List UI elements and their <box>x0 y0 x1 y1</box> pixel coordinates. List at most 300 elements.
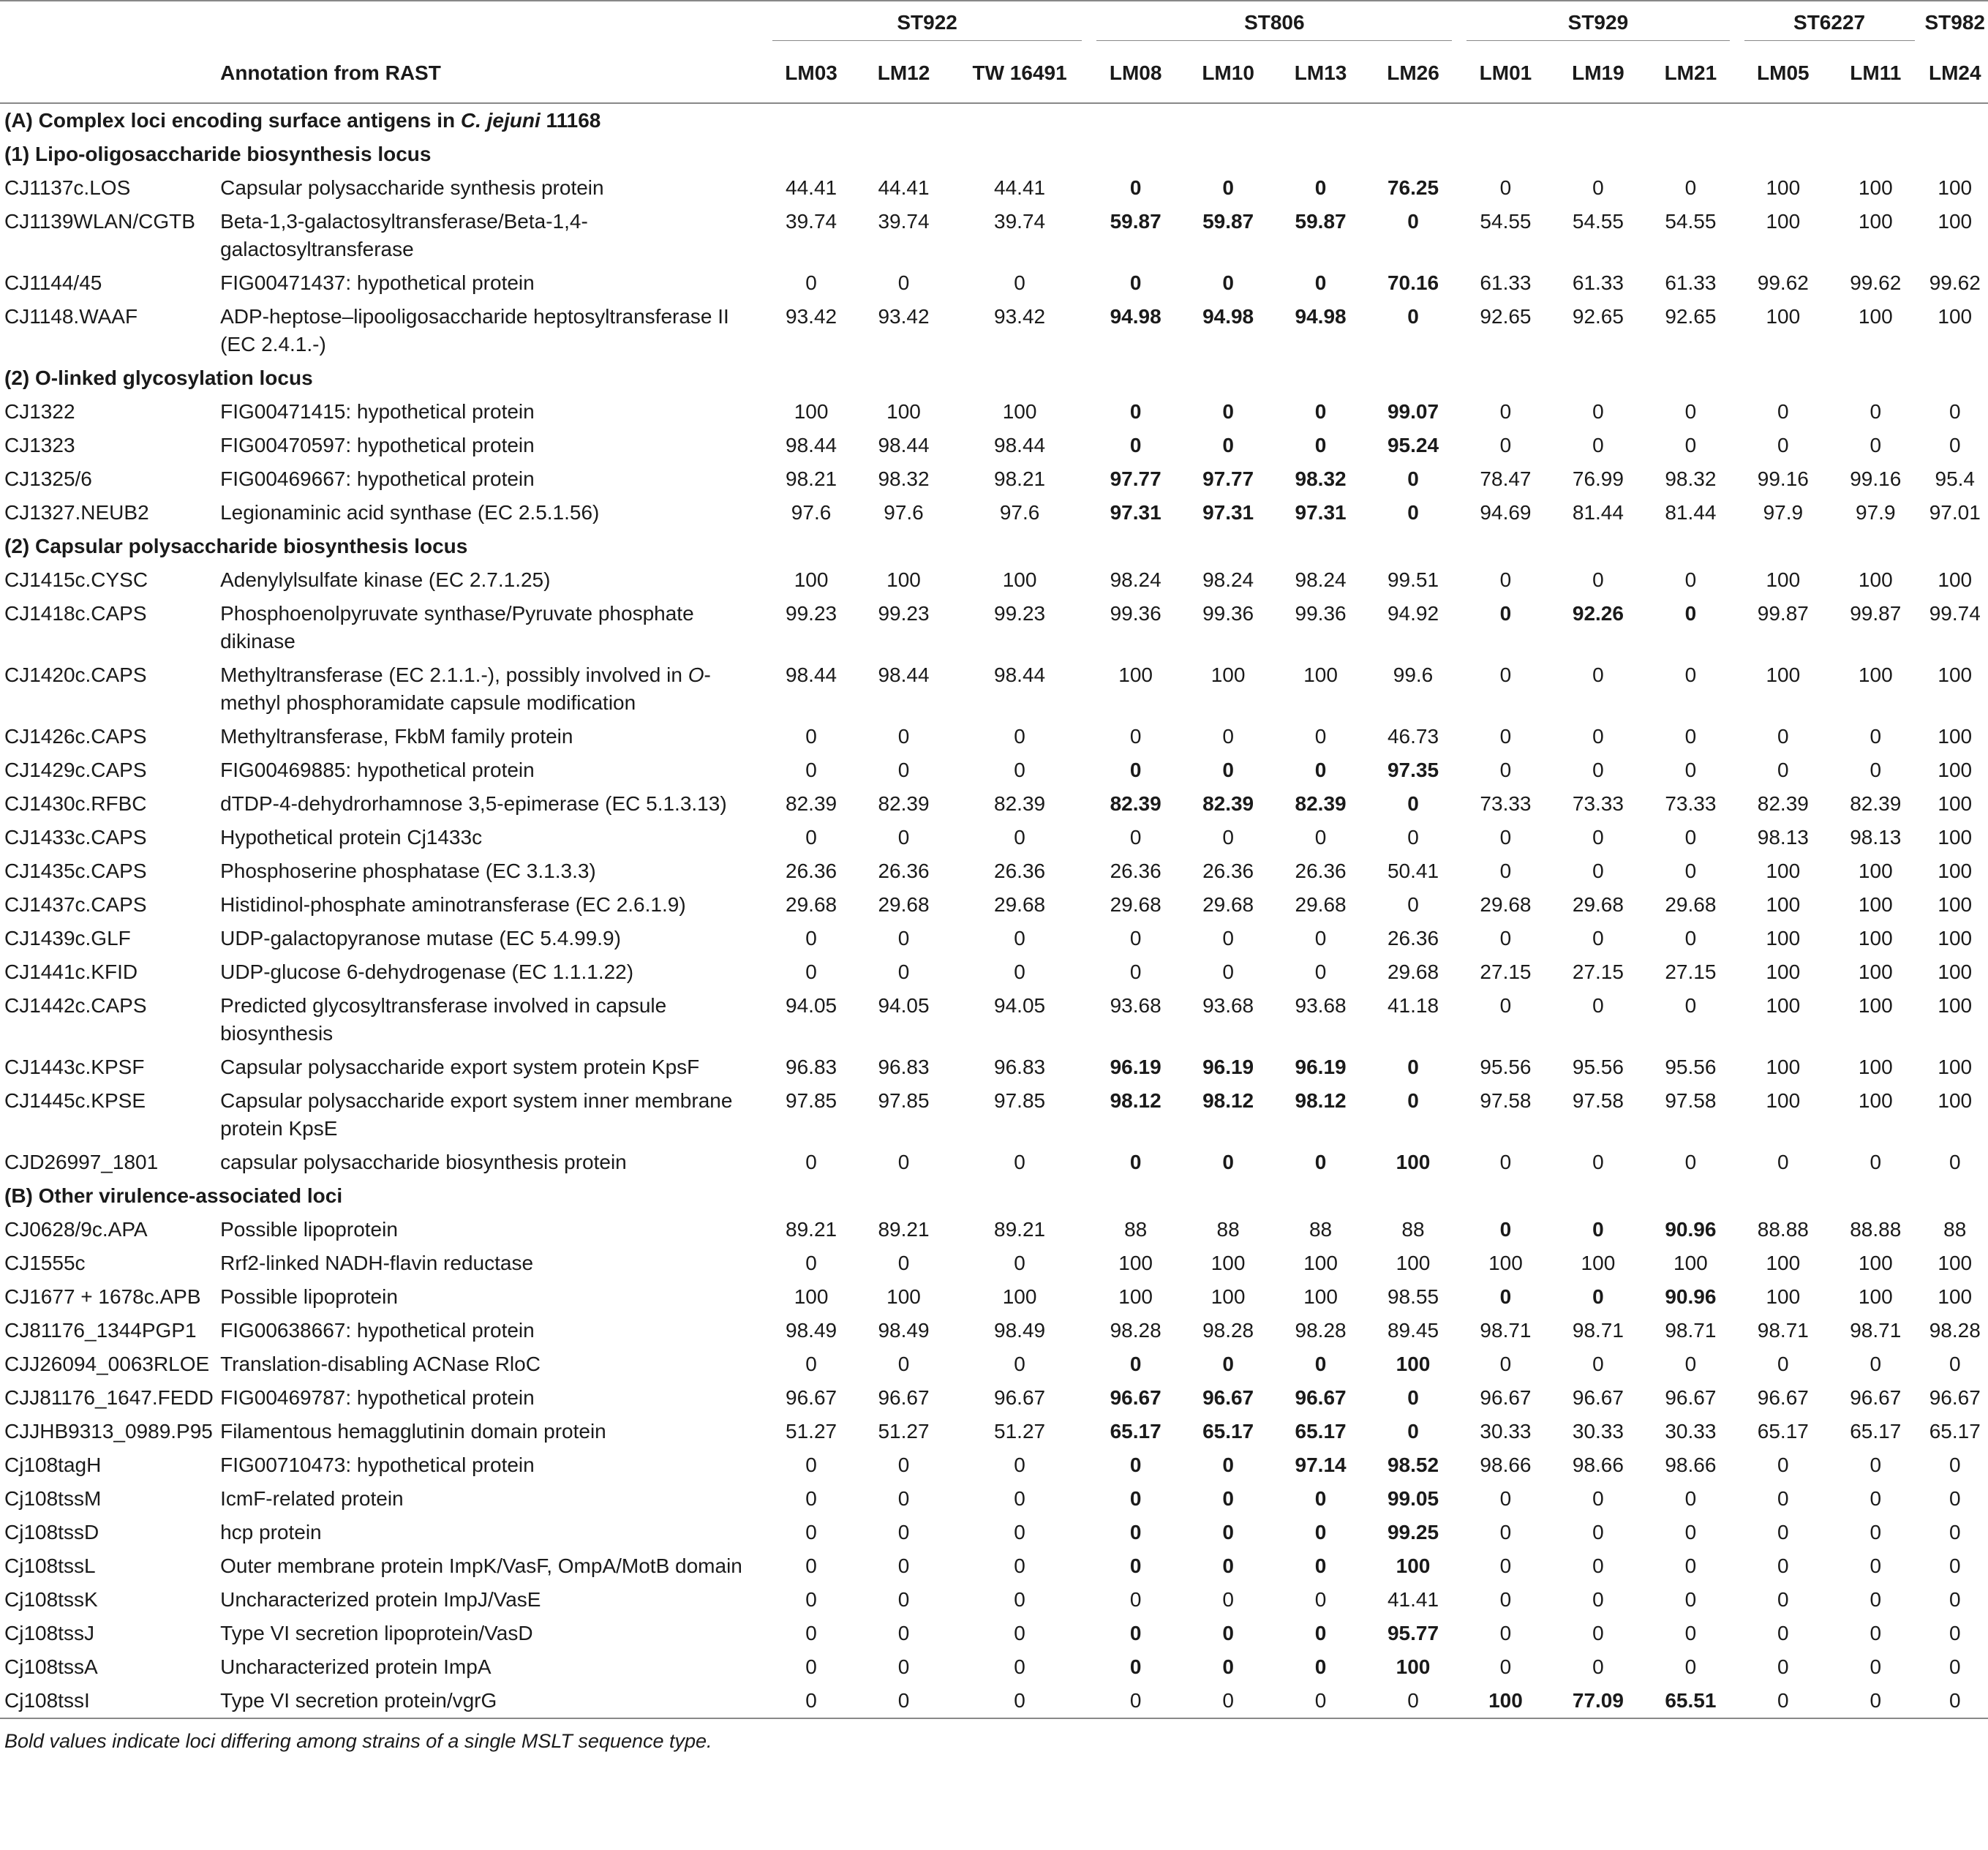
value-cell: 99.36 <box>1110 602 1161 625</box>
value-cell: 0 <box>897 271 910 294</box>
blank-cell <box>0 1 220 44</box>
value-cell: 0 <box>1592 1285 1604 1308</box>
value-cell: 98.44 <box>994 663 1046 686</box>
value-cell: 100 <box>794 400 829 423</box>
value-cell: 82.39 <box>1110 792 1161 815</box>
value-cell: 100 <box>1938 725 1973 748</box>
section-heading-row <box>0 530 1988 563</box>
value-cell: 95.56 <box>1572 1056 1624 1078</box>
annotation-text: Beta-1,3-galactosyltransferase/Beta-1,4-galactosyltransferase <box>220 210 588 260</box>
value-cell: 0 <box>1129 434 1142 456</box>
locus-cell: CJ1144/45 <box>4 271 102 294</box>
group-header-row <box>0 1 1988 44</box>
value-cell: 0 <box>1684 434 1697 456</box>
table-row <box>0 1650 1988 1684</box>
locus-cell: CJ1443c.KPSF <box>4 1056 145 1078</box>
value-cell: 95.56 <box>1665 1056 1717 1078</box>
value-cell: 100 <box>1938 860 1973 882</box>
value-cell: 73.33 <box>1480 792 1532 815</box>
value-cell: 0 <box>805 1353 817 1375</box>
column-header-row <box>0 44 1988 103</box>
value-cell: 0 <box>1592 759 1604 781</box>
value-cell: 27.15 <box>1572 960 1624 983</box>
table-row <box>0 821 1988 854</box>
table-row <box>0 1314 1988 1347</box>
value-cell: 0 <box>1684 663 1697 686</box>
value-cell: 92.26 <box>1572 602 1624 625</box>
value-cell: 98.32 <box>1665 467 1717 490</box>
value-cell: 0 <box>1129 1151 1142 1173</box>
value-cell: 100 <box>1938 893 1973 916</box>
sequence-type-group: ST982 <box>1924 11 1985 34</box>
value-cell: 0 <box>1314 1521 1327 1543</box>
annotation-text: Legionaminic acid synthase (EC 2.5.1.56) <box>220 501 600 524</box>
value-cell: 100 <box>1211 663 1246 686</box>
value-cell: 0 <box>1222 1353 1234 1375</box>
value-cell: 0 <box>1949 1487 1961 1510</box>
value-cell: 0 <box>897 1454 910 1476</box>
value-cell: 98.12 <box>1202 1089 1254 1112</box>
blank-cell <box>0 44 220 103</box>
value-cell: 96.67 <box>1480 1386 1532 1409</box>
value-cell: 0 <box>1592 400 1604 423</box>
value-cell: 50.41 <box>1387 860 1439 882</box>
value-cell: 26.36 <box>786 860 837 882</box>
annotation-cell <box>220 1650 765 1684</box>
value-cell: 29.68 <box>1480 893 1532 916</box>
value-cell: 100 <box>1858 960 1893 983</box>
value-cell: 82.39 <box>786 792 837 815</box>
value-cell: 0 <box>1314 725 1327 748</box>
value-cell: 0 <box>1592 994 1604 1017</box>
value-cell: 100 <box>1938 960 1973 983</box>
value-cell: 65.17 <box>1295 1420 1347 1443</box>
strain-header: LM08 <box>1089 44 1181 103</box>
value-cell: 61.33 <box>1665 271 1717 294</box>
value-cell: 54.55 <box>1572 210 1624 233</box>
value-cell: 100 <box>794 568 829 591</box>
value-cell: 0 <box>1592 725 1604 748</box>
value-cell: 0 <box>1499 1151 1512 1173</box>
value-cell: 98.44 <box>786 434 837 456</box>
value-cell: 88 <box>1401 1218 1425 1241</box>
locus-cell: CJ1139WLAN/CGTB <box>4 210 195 233</box>
value-cell: 0 <box>1592 1353 1604 1375</box>
value-cell: 0 <box>805 1689 817 1712</box>
value-cell: 0 <box>1314 271 1327 294</box>
value-cell: 0 <box>1129 725 1142 748</box>
value-cell: 0 <box>897 1588 910 1611</box>
value-cell: 70.16 <box>1387 271 1439 294</box>
value-cell: 0 <box>1684 400 1697 423</box>
table-row <box>0 1084 1988 1146</box>
annotation-cell <box>220 1549 765 1583</box>
value-cell: 100 <box>1938 210 1973 233</box>
value-cell: 0 <box>805 1454 817 1476</box>
value-cell: 73.33 <box>1572 792 1624 815</box>
annotation-text: Filamentous hemagglutinin domain protein <box>220 1420 606 1443</box>
value-cell: 0 <box>1314 1487 1327 1510</box>
value-cell: 44.41 <box>994 176 1046 199</box>
table-row <box>0 496 1988 530</box>
annotation-text: Outer membrane protein ImpK/VasF, OmpA/MotB domain <box>220 1554 742 1577</box>
value-cell: 0 <box>1014 1454 1025 1476</box>
value-cell: 0 <box>1870 725 1882 748</box>
value-cell: 100 <box>1303 1252 1338 1274</box>
value-cell: 100 <box>1303 1285 1338 1308</box>
value-cell: 0 <box>1129 1655 1142 1678</box>
value-cell: 0 <box>1777 1487 1789 1510</box>
value-cell: 0 <box>1499 826 1512 849</box>
annotation-text: FIG00710473: hypothetical protein <box>220 1454 535 1476</box>
value-cell: 0 <box>1870 1151 1882 1173</box>
value-cell: 97.31 <box>1110 501 1161 524</box>
value-cell: 0 <box>1222 826 1234 849</box>
section-heading-row <box>0 103 1988 138</box>
value-cell: 99.25 <box>1387 1521 1439 1543</box>
table-row <box>0 1347 1988 1381</box>
value-cell: 99.23 <box>994 602 1046 625</box>
value-cell: 0 <box>1499 860 1512 882</box>
value-cell: 0 <box>1870 1487 1882 1510</box>
value-cell: 0 <box>1499 663 1512 686</box>
value-cell: 26.36 <box>994 860 1046 882</box>
value-cell: 0 <box>1407 826 1419 849</box>
value-cell: 0 <box>1222 400 1234 423</box>
value-cell: 0 <box>1684 1554 1697 1577</box>
value-cell: 0 <box>1684 568 1697 591</box>
value-cell: 100 <box>1938 826 1973 849</box>
value-cell: 96.19 <box>1202 1056 1254 1078</box>
value-cell: 100 <box>1766 1056 1801 1078</box>
value-cell: 98.44 <box>994 434 1046 456</box>
value-cell: 0 <box>1592 176 1604 199</box>
value-cell: 0 <box>1949 1622 1961 1644</box>
value-cell: 94.92 <box>1387 602 1439 625</box>
table-row <box>0 753 1988 787</box>
locus-cell: CJ1445c.KPSE <box>4 1089 146 1112</box>
strain-header: TW 16491 <box>950 44 1090 103</box>
value-cell: 0 <box>1499 1622 1512 1644</box>
value-cell: 65.17 <box>1110 1420 1161 1443</box>
value-cell: 100 <box>886 1285 921 1308</box>
table-row <box>0 563 1988 597</box>
value-cell: 98.71 <box>1850 1319 1902 1342</box>
annotation-cell <box>220 462 765 496</box>
value-cell: 51.27 <box>994 1420 1046 1443</box>
annotation-text: Capsular polysaccharide export system inner membrane protein KpsE <box>220 1089 733 1140</box>
value-cell: 100 <box>1766 860 1801 882</box>
annotation-text: Translation-disabling ACNase RloC <box>220 1353 541 1375</box>
value-cell: 100 <box>1002 568 1037 591</box>
value-cell: 0 <box>1684 725 1697 748</box>
value-cell: 76.25 <box>1387 176 1439 199</box>
value-cell: 92.65 <box>1480 305 1532 328</box>
value-cell: 100 <box>1766 994 1801 1017</box>
value-cell: 44.41 <box>786 176 837 199</box>
section-heading-row <box>0 138 1988 171</box>
value-cell: 0 <box>1592 1554 1604 1577</box>
value-cell: 0 <box>897 1689 910 1712</box>
value-cell: 0 <box>1129 759 1142 781</box>
value-cell: 92.65 <box>1572 305 1624 328</box>
value-cell: 0 <box>1684 602 1697 625</box>
annotation-text: FIG00469787: hypothetical protein <box>220 1386 535 1409</box>
footnote-row <box>0 1718 1988 1763</box>
value-cell: 82.39 <box>1295 792 1347 815</box>
value-cell: 59.87 <box>1110 210 1161 233</box>
value-cell: 0 <box>1499 400 1512 423</box>
value-cell: 0 <box>1949 1689 1961 1712</box>
value-cell: 100 <box>1118 1285 1153 1308</box>
value-cell: 0 <box>1592 826 1604 849</box>
annotation-cell <box>220 787 765 821</box>
value-cell: 26.36 <box>1295 860 1347 882</box>
value-cell: 98.66 <box>1480 1454 1532 1476</box>
value-cell: 0 <box>1684 1151 1697 1173</box>
table-row <box>0 854 1988 888</box>
locus-cell: CJ1437c.CAPS <box>4 893 147 916</box>
value-cell: 100 <box>1858 1252 1893 1274</box>
locus-cell: CJ1429c.CAPS <box>4 759 147 781</box>
value-cell: 0 <box>1014 1622 1025 1644</box>
value-cell: 100 <box>1766 210 1801 233</box>
value-cell: 0 <box>1014 826 1025 849</box>
value-cell: 0 <box>1499 994 1512 1017</box>
value-cell: 0 <box>1014 1689 1025 1712</box>
section-heading-text: (2) Capsular polysaccharide biosynthesis locus <box>4 535 468 557</box>
value-cell: 0 <box>1407 1089 1419 1112</box>
value-cell: 100 <box>1858 994 1893 1017</box>
value-cell: 96.67 <box>1850 1386 1902 1409</box>
value-cell: 97.85 <box>786 1089 837 1112</box>
value-cell: 0 <box>805 1588 817 1611</box>
value-cell: 0 <box>1592 1151 1604 1173</box>
locus-cell: CJ1327.NEUB2 <box>4 501 149 524</box>
value-cell: 0 <box>1684 176 1697 199</box>
value-cell: 0 <box>805 927 817 950</box>
value-cell: 0 <box>1014 1588 1025 1611</box>
value-cell: 100 <box>1938 176 1973 199</box>
value-cell: 99.74 <box>1929 602 1981 625</box>
value-cell: 0 <box>1870 1521 1882 1543</box>
value-cell: 100 <box>1858 893 1893 916</box>
value-cell: 0 <box>897 1487 910 1510</box>
value-cell: 0 <box>1949 1521 1961 1543</box>
value-cell: 97.9 <box>1856 501 1896 524</box>
value-cell: 99.16 <box>1850 467 1902 490</box>
value-cell: 100 <box>1858 663 1893 686</box>
value-cell: 0 <box>1314 176 1327 199</box>
value-cell: 27.15 <box>1665 960 1717 983</box>
table-row <box>0 1617 1988 1650</box>
locus-cell: CJ1435c.CAPS <box>4 860 147 882</box>
value-cell: 0 <box>1592 1218 1604 1241</box>
value-cell: 0 <box>805 1554 817 1577</box>
value-cell: 98.24 <box>1202 568 1254 591</box>
locus-cell: CJ1441c.KFID <box>4 960 138 983</box>
value-cell: 0 <box>1129 927 1142 950</box>
table-row <box>0 1684 1988 1718</box>
value-cell: 26.36 <box>1110 860 1161 882</box>
value-cell: 99.36 <box>1202 602 1254 625</box>
value-cell: 29.68 <box>994 893 1046 916</box>
blank-cell <box>220 1 765 44</box>
value-cell: 0 <box>1314 1353 1327 1375</box>
value-cell: 0 <box>805 960 817 983</box>
value-cell: 100 <box>1858 210 1893 233</box>
value-cell: 88 <box>1309 1218 1333 1241</box>
sequence-type-group: ST922 <box>765 1 1090 44</box>
annotation-cell <box>220 888 765 922</box>
locus-cell: CJ1677 + 1678c.APB <box>4 1285 201 1308</box>
value-cell: 0 <box>1129 1622 1142 1644</box>
value-cell: 94.05 <box>994 994 1046 1017</box>
annotation-text: Capsular polysaccharide synthesis protein <box>220 176 604 199</box>
annotation-text: Uncharacterized protein ImpJ/VasE <box>220 1588 541 1611</box>
value-cell: 0 <box>1499 1588 1512 1611</box>
annotation-cell <box>220 429 765 462</box>
strain-header: LM10 <box>1182 44 1274 103</box>
value-cell: 98.71 <box>1757 1319 1809 1342</box>
value-cell: 98.44 <box>878 663 930 686</box>
value-cell: 96.67 <box>1665 1386 1717 1409</box>
value-cell: 0 <box>1870 434 1882 456</box>
section-heading <box>0 530 1988 563</box>
value-cell: 0 <box>1407 1386 1419 1409</box>
value-cell: 29.68 <box>786 893 837 916</box>
value-cell: 41.18 <box>1387 994 1439 1017</box>
value-cell: 99.36 <box>1295 602 1347 625</box>
value-cell: 0 <box>1949 400 1961 423</box>
value-cell: 0 <box>1014 927 1025 950</box>
table-row <box>0 205 1988 266</box>
value-cell: 0 <box>1014 1487 1025 1510</box>
value-cell: 98.28 <box>1295 1319 1347 1342</box>
value-cell: 98.21 <box>994 467 1046 490</box>
value-cell: 96.67 <box>1757 1386 1809 1409</box>
value-cell: 97.85 <box>878 1089 930 1112</box>
value-cell: 100 <box>1766 305 1801 328</box>
annotation-cell <box>220 658 765 720</box>
value-cell: 93.68 <box>1110 994 1161 1017</box>
annotation-cell <box>220 496 765 530</box>
table-row <box>0 266 1988 300</box>
annotation-cell <box>220 1583 765 1617</box>
annotation-cell <box>220 1684 765 1718</box>
value-cell: 0 <box>1222 1151 1234 1173</box>
value-cell: 29.68 <box>1665 893 1717 916</box>
value-cell: 100 <box>1396 1353 1431 1375</box>
value-cell: 0 <box>1592 927 1604 950</box>
value-cell: 0 <box>1949 1454 1961 1476</box>
value-cell: 0 <box>1499 725 1512 748</box>
table-row <box>0 720 1988 753</box>
value-cell: 93.68 <box>1202 994 1254 1017</box>
annotation-cell <box>220 1381 765 1415</box>
value-cell: 100 <box>1766 893 1801 916</box>
annotation-text: FIG00469885: hypothetical protein <box>220 759 535 781</box>
value-cell: 98.28 <box>1929 1319 1981 1342</box>
value-cell: 65.17 <box>1757 1420 1809 1443</box>
value-cell: 97.58 <box>1665 1089 1717 1112</box>
value-cell: 51.27 <box>878 1420 930 1443</box>
annotation-text: Methyltransferase (EC 2.1.1.-), possibly involved in <box>220 663 688 686</box>
value-cell: 0 <box>1014 759 1025 781</box>
table-row <box>0 300 1988 361</box>
value-cell: 26.36 <box>1387 927 1439 950</box>
value-cell: 98.49 <box>994 1319 1046 1342</box>
table-row <box>0 787 1988 821</box>
value-cell: 0 <box>1222 1521 1234 1543</box>
value-cell: 0 <box>1222 1554 1234 1577</box>
value-cell: 0 <box>1129 1554 1142 1577</box>
strain-header: LM24 <box>1922 44 1988 103</box>
value-cell: 0 <box>1407 1689 1419 1712</box>
value-cell: 54.55 <box>1665 210 1717 233</box>
value-cell: 0 <box>1684 1353 1697 1375</box>
annotation-cell <box>220 205 765 266</box>
value-cell: 90.96 <box>1665 1218 1717 1241</box>
value-cell: 98.12 <box>1110 1089 1161 1112</box>
value-cell: 39.74 <box>878 210 930 233</box>
annotation-cell <box>220 1146 765 1179</box>
value-cell: 98.71 <box>1572 1319 1624 1342</box>
locus-cell: CJ1555c <box>4 1252 86 1274</box>
value-cell: 96.67 <box>1929 1386 1981 1409</box>
value-cell: 95.56 <box>1480 1056 1532 1078</box>
value-cell: 0 <box>1499 1353 1512 1375</box>
value-cell: 82.39 <box>1202 792 1254 815</box>
value-cell: 0 <box>1777 1622 1789 1644</box>
value-cell: 0 <box>1499 568 1512 591</box>
value-cell: 0 <box>1129 1689 1142 1712</box>
value-cell: 0 <box>1777 1655 1789 1678</box>
locus-cell: CJ1439c.GLF <box>4 927 131 950</box>
value-cell: 99.87 <box>1757 602 1809 625</box>
section-heading <box>0 361 1988 395</box>
value-cell: 95.77 <box>1387 1622 1439 1644</box>
value-cell: 0 <box>897 759 910 781</box>
value-cell: 0 <box>1777 434 1789 456</box>
value-cell: 88.88 <box>1850 1218 1902 1241</box>
value-cell: 100 <box>1396 1252 1431 1274</box>
value-cell: 95.24 <box>1387 434 1439 456</box>
value-cell: 0 <box>1014 1151 1025 1173</box>
value-cell: 39.74 <box>994 210 1046 233</box>
value-cell: 0 <box>1129 826 1142 849</box>
value-cell: 0 <box>805 826 817 849</box>
value-cell: 0 <box>1014 1353 1025 1375</box>
value-cell: 0 <box>897 1521 910 1543</box>
locus-cell: CJJHB9313_0989.P95 <box>4 1420 213 1443</box>
value-cell: 0 <box>1314 1689 1327 1712</box>
value-cell: 100 <box>1766 176 1801 199</box>
value-cell: 0 <box>1222 1622 1234 1644</box>
value-cell: 94.05 <box>786 994 837 1017</box>
value-cell: 96.67 <box>1295 1386 1347 1409</box>
value-cell: 39.74 <box>786 210 837 233</box>
value-cell: 0 <box>897 960 910 983</box>
value-cell: 0 <box>1499 1554 1512 1577</box>
table-row <box>0 1516 1988 1549</box>
value-cell: 88.88 <box>1757 1218 1809 1241</box>
value-cell: 94.98 <box>1295 305 1347 328</box>
value-cell: 0 <box>1870 1689 1882 1712</box>
table-row <box>0 1213 1988 1247</box>
value-cell: 98.66 <box>1665 1454 1717 1476</box>
locus-cell: CJ1322 <box>4 400 75 423</box>
